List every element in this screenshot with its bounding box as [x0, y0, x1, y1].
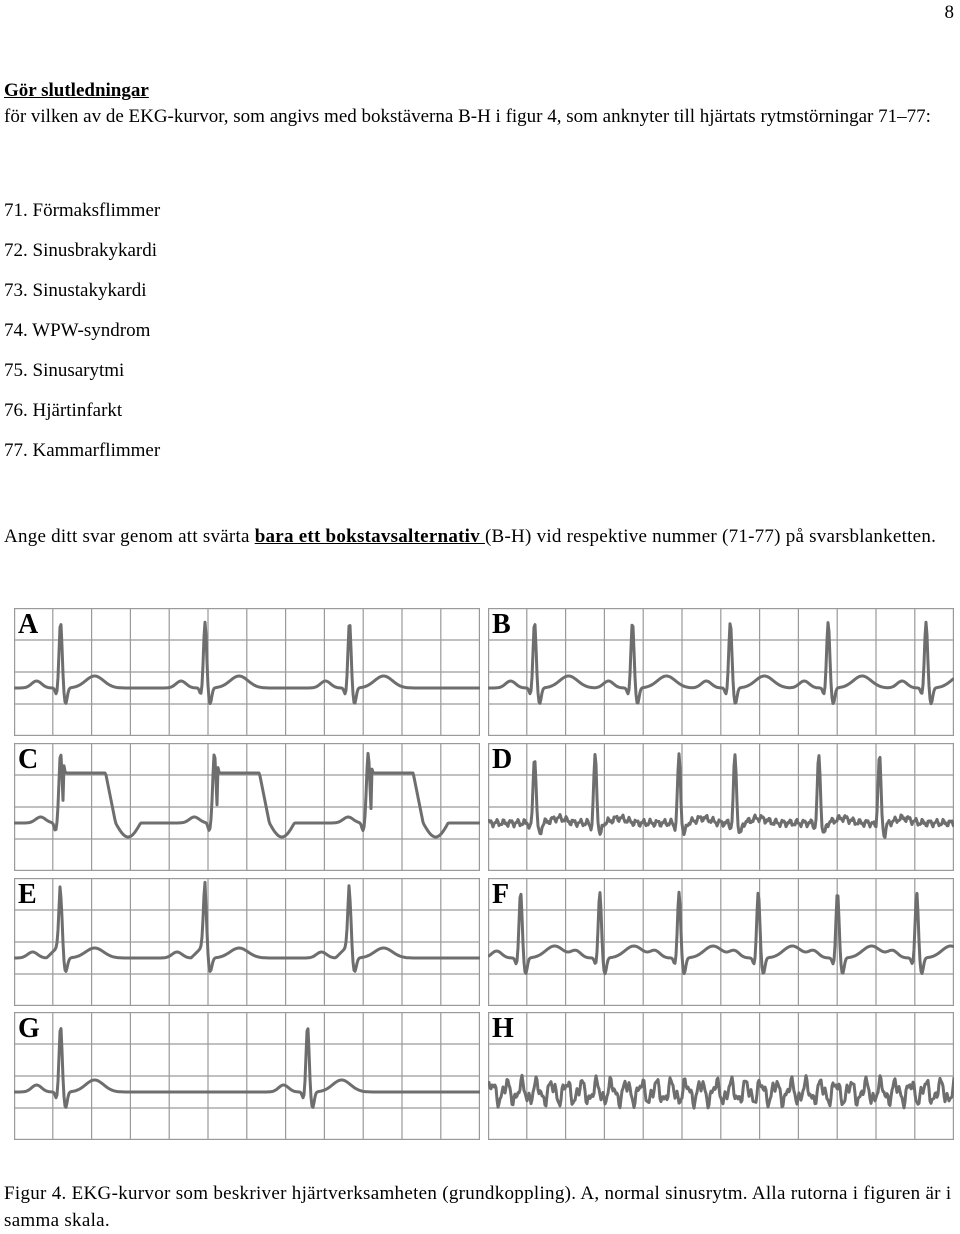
- list-item: 71. Förmaksflimmer: [4, 200, 161, 221]
- ecg-panel-b: [488, 608, 954, 736]
- ecg-panel-h: [488, 1012, 954, 1140]
- panel-label: F: [492, 879, 510, 910]
- list-item: 74. WPW-syndrom: [4, 320, 151, 341]
- ecg-strip: [14, 1012, 480, 1140]
- ecg-strip: [14, 878, 480, 1006]
- ecg-panel-c: [14, 743, 480, 871]
- ecg-strip: [488, 1012, 954, 1140]
- ecg-strip: [488, 743, 954, 871]
- panel-label: H: [492, 1013, 514, 1044]
- ecg-grid: [488, 1012, 954, 1140]
- ecg-panel-e: [14, 878, 480, 1006]
- list-item: 75. Sinusarytmi: [4, 360, 125, 381]
- ecg-grid: [14, 878, 480, 1006]
- list-item: 73. Sinustakykardi: [4, 280, 147, 301]
- page-number: 8: [944, 2, 954, 23]
- ecg-panel-g: [14, 1012, 480, 1140]
- list-item: 77. Kammarflimmer: [4, 440, 161, 461]
- instruction-text: Ange ditt svar genom att svärta: [4, 526, 255, 547]
- panel-label: A: [18, 609, 39, 640]
- section-title: Gör slutledningar: [4, 80, 149, 101]
- ecg-grid: [488, 608, 954, 736]
- panel-label: C: [18, 744, 39, 775]
- answer-instruction: [4, 517, 954, 557]
- ecg-grid: [488, 878, 954, 1006]
- instruction-emphasis: bara ett bokstavsalternativ: [254, 526, 485, 547]
- panel-label: D: [492, 744, 513, 775]
- panel-label: B: [492, 609, 511, 640]
- ecg-grid: [14, 743, 480, 871]
- panel-label: E: [18, 879, 37, 910]
- list-item: 76. Hjärtinfarkt: [4, 400, 123, 421]
- ecg-grid: [14, 608, 480, 736]
- ecg-strip: [14, 608, 480, 736]
- ecg-panel-a: [14, 608, 480, 736]
- instruction-text-end: (B-H) vid respektive nummer (71-77) på svarsblanketten.: [484, 526, 937, 547]
- figure-caption: Figur 4. EKG-kurvor som beskriver hjärtverksamheten (grundkoppling). A, normal sinusrytm. Alla rutorna i figuren är i samma skala.: [4, 1183, 952, 1231]
- ecg-strip: [14, 743, 480, 871]
- list-item: 72. Sinusbrakykardi: [4, 240, 158, 261]
- question-heading: [4, 78, 944, 130]
- ecg-panel-f: [488, 878, 954, 1006]
- option-list: [4, 198, 160, 478]
- question-intro: för vilken av de EKG-kurvor, som angivs med bokstäverna B-H i figur 4, som anknyter till hjärtats rytmstörningar 71–77:: [4, 106, 931, 127]
- ecg-grid: [14, 1012, 480, 1140]
- ecg-strip: [488, 608, 954, 736]
- panel-label: G: [18, 1013, 40, 1044]
- ecg-strip: [488, 878, 954, 1006]
- ecg-panel-d: [488, 743, 954, 871]
- ecg-grid: [488, 743, 954, 871]
